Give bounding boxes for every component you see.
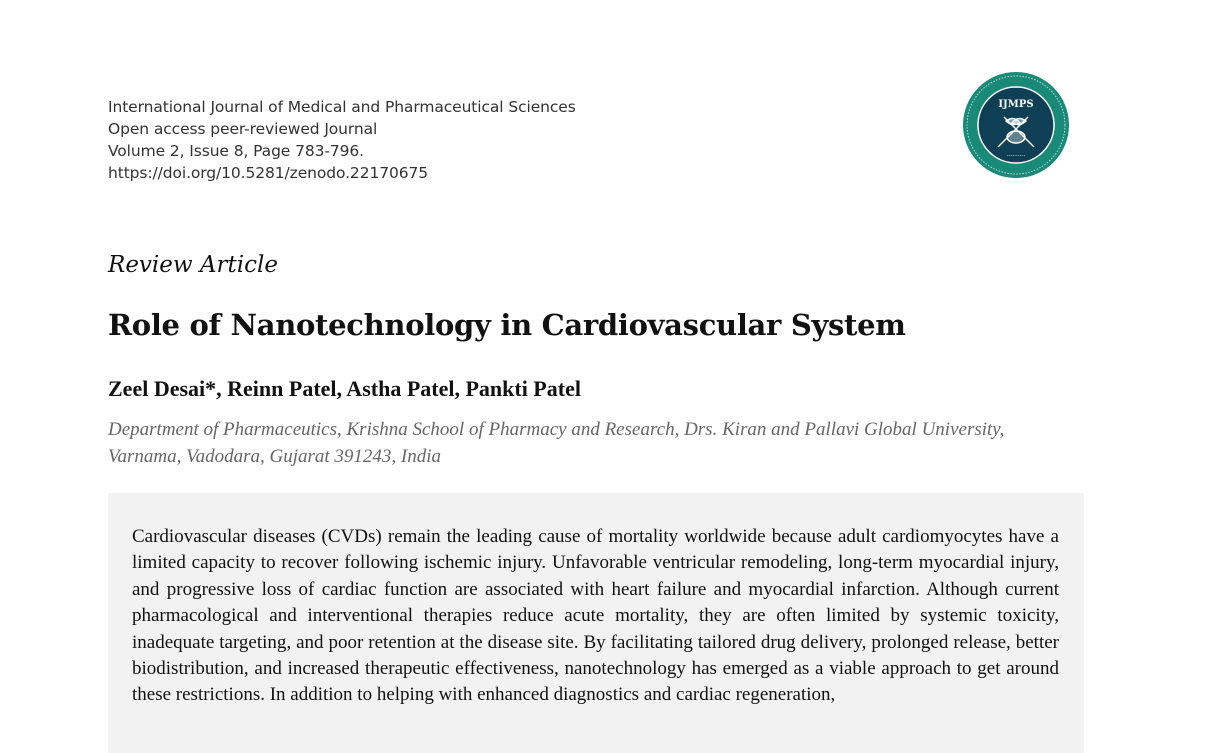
journal-doi: https://doi.org/10.5281/zenodo.22170675: [108, 164, 429, 182]
journal-name: International Journal of Medical and Pharmaceutical Sciences: [108, 98, 576, 116]
journal-header: [108, 96, 576, 184]
article-affiliation: Department of Pharmaceutics, Krishna School of Pharmacy and Research, Drs. Kiran and Pallavi Global University, Varnama, Vadodara, Gujarat 391243, India: [108, 419, 1005, 467]
journal-seal-logo: [962, 71, 1070, 179]
journal-access: Open access peer-reviewed Journal: [108, 120, 378, 138]
abstract-text: Cardiovascular diseases (CVDs) remain the leading cause of mortality worldwide because adult cardiomyocytes have a limited capacity to recover following ischemic injury. Unfavorable ventricular remodeling, long-term myocardial injury, and progressive loss of cardiac function are associated with heart failure and myocardial infarction. Although current pharmacological and interventional therapies reduce acute mortality, they are often limited by systemic toxicity, inadequate targeting, and poor retention at the disease site. By facilitating tailored drug delivery, prolonged release, better biodistribution, and increased therapeutic effectiveness, nanotechnology has emerged as a viable approach to get around these restrictions. In addition to helping with enhanced diagnostics and cardiac regeneration,: [132, 526, 1059, 706]
article-authors: Zeel Desai*, Reinn Patel, Astha Patel, Pankti Patel: [108, 376, 581, 401]
logo-small-caption: •••••••••: [1006, 154, 1026, 158]
logo-text: IJMPS: [998, 99, 1034, 110]
article-type: Review Article: [108, 252, 278, 278]
journal-volume: Volume 2, Issue 8, Page 783-796.: [108, 142, 364, 160]
article-title: Role of Nanotechnology in Cardiovascular System: [108, 308, 906, 342]
abstract-box: [108, 493, 1084, 753]
